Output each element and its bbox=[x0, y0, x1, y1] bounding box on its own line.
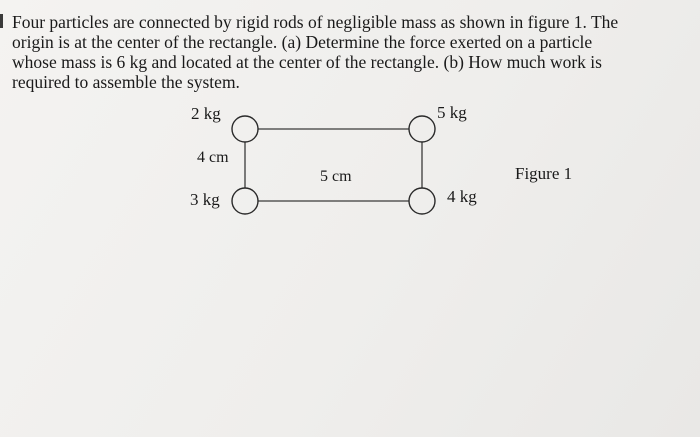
particle-top-right bbox=[409, 116, 435, 142]
particle-top-left bbox=[232, 116, 258, 142]
particle-bottom-left bbox=[232, 188, 258, 214]
problem-line-2: origin is at the center of the rectangle. (a) Determine the force exerted on a particle bbox=[12, 32, 593, 52]
particle-bottom-right bbox=[409, 188, 435, 214]
mass-label-top-right: 5 kg bbox=[437, 103, 467, 122]
mass-label-bottom-left: 3 kg bbox=[190, 190, 220, 209]
mass-label-bottom-right: 4 kg bbox=[447, 187, 477, 206]
dimension-height-label: 4 cm bbox=[197, 149, 229, 166]
problem-line-3: whose mass is 6 kg and located at the center of the rectangle. (b) How much work is bbox=[12, 52, 602, 72]
problem-line-4: required to assemble the system. bbox=[12, 72, 240, 92]
problem-line-1: Four particles are connected by rigid rods of negligible mass as shown in figure 1. The bbox=[12, 12, 619, 32]
figure-caption: Figure 1 bbox=[515, 164, 573, 183]
dimension-width-label: 5 cm bbox=[320, 168, 352, 185]
mass-label-top-left: 2 kg bbox=[191, 104, 221, 123]
